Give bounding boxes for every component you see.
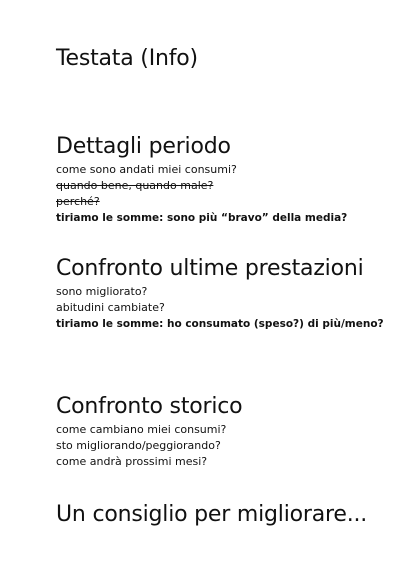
- text-line: come andrà prossimi mesi?: [56, 455, 208, 468]
- text-line: sono migliorato?: [56, 285, 148, 298]
- text-line: sto migliorando/peggiorando?: [56, 439, 221, 452]
- section-dettagli-periodo: [56, 134, 399, 226]
- summary-line: tiriamo le somme: ho consumato (speso?) di più/meno?: [56, 318, 384, 330]
- section-heading-dettagli-periodo: Dettagli periodo: [56, 134, 231, 159]
- text-line: come cambiano miei consumi?: [56, 423, 227, 436]
- section-lines: [56, 162, 399, 226]
- text-line: come sono andati miei consumi?: [56, 163, 237, 176]
- section-confronto-storico: [56, 394, 399, 470]
- struck-text-line: perché?: [56, 195, 100, 208]
- struck-text-line: quando bene, quando male?: [56, 179, 214, 192]
- section-heading-confronto-storico: Confronto storico: [56, 394, 243, 419]
- section-heading-testata: Testata (Info): [56, 46, 198, 71]
- section-heading-confronto-ultime: Confronto ultime prestazioni: [56, 256, 364, 281]
- section-heading-consiglio: Un consiglio per migliorare...: [56, 502, 368, 527]
- section-testata: [56, 46, 399, 72]
- text-line: abitudini cambiate?: [56, 301, 165, 314]
- section-consiglio: [56, 502, 399, 528]
- section-lines: [56, 284, 399, 332]
- section-confronto-ultime-prestazioni: [56, 256, 399, 332]
- section-lines: [56, 422, 399, 470]
- summary-line: tiriamo le somme: sono più “bravo” della media?: [56, 212, 348, 224]
